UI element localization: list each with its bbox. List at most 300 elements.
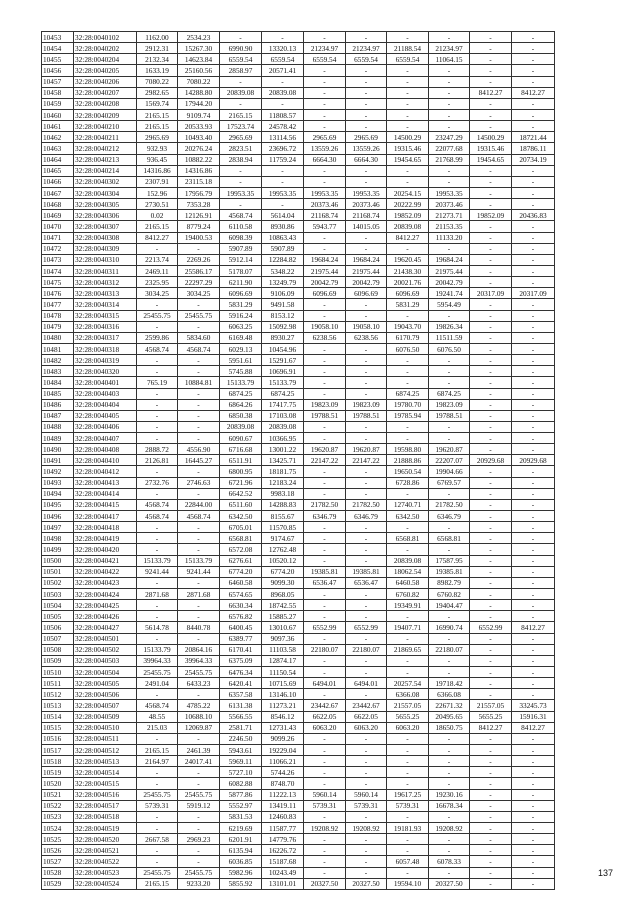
table-row bbox=[42, 232, 555, 243]
value-cell: - bbox=[512, 165, 555, 176]
value-cell: 23696.72 bbox=[262, 143, 304, 154]
value-cell: 19780.70 bbox=[387, 399, 429, 410]
value-cell: - bbox=[346, 655, 387, 666]
value-cell: - bbox=[470, 878, 512, 889]
value-cell: 8412.27 bbox=[470, 87, 512, 98]
value-cell: - bbox=[304, 845, 346, 856]
value-cell: 9099.30 bbox=[262, 577, 304, 588]
table-row bbox=[42, 32, 555, 43]
value-cell: 14288.83 bbox=[262, 499, 304, 510]
value-cell: 20929.68 bbox=[512, 455, 555, 466]
value-cell: 22077.68 bbox=[429, 143, 470, 154]
value-cell: 20839.08 bbox=[262, 87, 304, 98]
value-cell: - bbox=[346, 355, 387, 366]
value-cell: - bbox=[304, 87, 346, 98]
value-cell: - bbox=[346, 522, 387, 533]
value-cell: - bbox=[470, 767, 512, 778]
row-number-cell: 10519 bbox=[42, 767, 74, 778]
value-cell: - bbox=[470, 499, 512, 510]
row-number-cell: 10458 bbox=[42, 87, 74, 98]
value-cell: - bbox=[429, 176, 470, 187]
value-cell: 17956.79 bbox=[178, 187, 220, 198]
value-cell: 5739.31 bbox=[304, 800, 346, 811]
value-cell: 15133.79 bbox=[178, 555, 220, 566]
value-cell: - bbox=[304, 32, 346, 43]
value-cell: - bbox=[346, 834, 387, 845]
value-cell: 19181.93 bbox=[387, 822, 429, 833]
cadastral-number-cell: 32:28:0040302 bbox=[74, 176, 137, 187]
value-cell: 22180.07 bbox=[346, 644, 387, 655]
value-cell: 21782.50 bbox=[429, 499, 470, 510]
value-cell: - bbox=[304, 655, 346, 666]
value-cell: - bbox=[429, 767, 470, 778]
value-cell: 20436.83 bbox=[512, 210, 555, 221]
value-cell: - bbox=[137, 577, 178, 588]
row-number-cell: 10529 bbox=[42, 878, 74, 889]
value-cell: 6029.13 bbox=[220, 343, 262, 354]
value-cell: - bbox=[429, 544, 470, 555]
value-cell: - bbox=[346, 867, 387, 878]
value-cell: - bbox=[429, 522, 470, 533]
value-cell: - bbox=[387, 65, 429, 76]
value-cell: - bbox=[512, 789, 555, 800]
value-cell: 19718.42 bbox=[429, 678, 470, 689]
value-cell: - bbox=[470, 187, 512, 198]
value-cell: 19650.54 bbox=[387, 466, 429, 477]
value-cell: 5739.31 bbox=[346, 800, 387, 811]
value-cell: - bbox=[512, 633, 555, 644]
value-cell: 6559.54 bbox=[346, 54, 387, 65]
value-cell: - bbox=[304, 366, 346, 377]
value-cell: 24578.42 bbox=[262, 121, 304, 132]
value-cell: 15916.31 bbox=[512, 711, 555, 722]
value-cell: 6630.34 bbox=[220, 600, 262, 611]
value-cell: 11133.20 bbox=[429, 232, 470, 243]
value-cell: - bbox=[429, 488, 470, 499]
table-row bbox=[42, 388, 555, 399]
value-cell: 6494.01 bbox=[304, 678, 346, 689]
value-cell: 19407.71 bbox=[387, 622, 429, 633]
value-cell: 17417.75 bbox=[262, 399, 304, 410]
value-cell: 5831.29 bbox=[220, 299, 262, 310]
value-cell: - bbox=[387, 867, 429, 878]
value-cell: 6760.82 bbox=[429, 589, 470, 600]
value-cell: - bbox=[220, 32, 262, 43]
value-cell: 11066.21 bbox=[262, 756, 304, 767]
table-row bbox=[42, 767, 555, 778]
table-row bbox=[42, 187, 555, 198]
value-cell: - bbox=[512, 822, 555, 833]
table-body bbox=[42, 32, 555, 890]
value-cell: 21557.05 bbox=[387, 700, 429, 711]
value-cell: 25586.17 bbox=[178, 265, 220, 276]
value-cell: 25455.75 bbox=[178, 867, 220, 878]
value-cell: 10454.96 bbox=[262, 343, 304, 354]
value-cell: - bbox=[346, 65, 387, 76]
value-cell: - bbox=[512, 678, 555, 689]
row-number-cell: 10459 bbox=[42, 98, 74, 109]
row-number-cell: 10501 bbox=[42, 566, 74, 577]
value-cell: 10493.40 bbox=[178, 132, 220, 143]
value-cell: 5552.97 bbox=[220, 800, 262, 811]
value-cell: - bbox=[470, 232, 512, 243]
value-cell: - bbox=[304, 667, 346, 678]
value-cell: - bbox=[346, 87, 387, 98]
value-cell: - bbox=[512, 555, 555, 566]
value-cell: - bbox=[512, 800, 555, 811]
row-number-cell: 10510 bbox=[42, 667, 74, 678]
row-number-cell: 10518 bbox=[42, 756, 74, 767]
value-cell: - bbox=[178, 733, 220, 744]
value-cell: 2164.97 bbox=[137, 756, 178, 767]
value-cell: 25455.75 bbox=[137, 310, 178, 321]
value-cell: - bbox=[512, 533, 555, 544]
value-cell: 19788.51 bbox=[429, 410, 470, 421]
value-cell: 1633.19 bbox=[137, 65, 178, 76]
value-cell: - bbox=[178, 767, 220, 778]
value-cell: 19823.09 bbox=[304, 399, 346, 410]
value-cell: 5943.77 bbox=[304, 221, 346, 232]
value-cell: - bbox=[137, 421, 178, 432]
value-cell: 20495.65 bbox=[429, 711, 470, 722]
cadastral-number-cell: 32:28:0040315 bbox=[74, 310, 137, 321]
value-cell: - bbox=[429, 433, 470, 444]
value-cell: - bbox=[346, 533, 387, 544]
row-number-cell: 10465 bbox=[42, 165, 74, 176]
value-cell: 19620.87 bbox=[429, 444, 470, 455]
value-cell: - bbox=[429, 834, 470, 845]
value-cell: 6346.79 bbox=[346, 511, 387, 522]
table-row bbox=[42, 176, 555, 187]
table-row bbox=[42, 778, 555, 789]
value-cell: 19826.34 bbox=[429, 321, 470, 332]
value-cell: 20734.19 bbox=[512, 154, 555, 165]
value-cell: - bbox=[346, 633, 387, 644]
value-cell: - bbox=[304, 756, 346, 767]
value-cell: 6169.48 bbox=[220, 332, 262, 343]
value-cell: 6096.69 bbox=[220, 288, 262, 299]
value-cell: 765.19 bbox=[137, 377, 178, 388]
value-cell: 8440.78 bbox=[178, 622, 220, 633]
table-row bbox=[42, 555, 555, 566]
value-cell: - bbox=[429, 611, 470, 622]
value-cell: 14500.29 bbox=[470, 132, 512, 143]
value-cell: - bbox=[470, 511, 512, 522]
value-cell: - bbox=[470, 667, 512, 678]
value-cell: 14015.05 bbox=[346, 221, 387, 232]
value-cell: - bbox=[429, 811, 470, 822]
value-cell: 6170.79 bbox=[387, 332, 429, 343]
value-cell: 2491.04 bbox=[137, 678, 178, 689]
value-cell: - bbox=[512, 756, 555, 767]
value-cell: - bbox=[304, 611, 346, 622]
value-cell: 2667.58 bbox=[137, 834, 178, 845]
table-row bbox=[42, 845, 555, 856]
value-cell: - bbox=[512, 176, 555, 187]
value-cell: - bbox=[512, 589, 555, 600]
value-cell: 17587.95 bbox=[429, 555, 470, 566]
row-number-cell: 10484 bbox=[42, 377, 74, 388]
value-cell: - bbox=[137, 856, 178, 867]
value-cell: 19953.35 bbox=[304, 187, 346, 198]
value-cell: - bbox=[512, 243, 555, 254]
value-cell: - bbox=[137, 811, 178, 822]
value-cell: - bbox=[512, 98, 555, 109]
row-number-cell: 10491 bbox=[42, 455, 74, 466]
value-cell: - bbox=[512, 477, 555, 488]
value-cell: 22180.07 bbox=[304, 644, 346, 655]
value-cell: 6572.08 bbox=[220, 544, 262, 555]
value-cell: - bbox=[220, 176, 262, 187]
value-cell: - bbox=[346, 555, 387, 566]
value-cell: 20533.93 bbox=[178, 121, 220, 132]
value-cell: 3034.25 bbox=[137, 288, 178, 299]
value-cell: - bbox=[304, 121, 346, 132]
value-cell: 5960.14 bbox=[346, 789, 387, 800]
value-cell: - bbox=[387, 98, 429, 109]
value-cell: - bbox=[512, 745, 555, 756]
value-cell: 6090.67 bbox=[220, 433, 262, 444]
value-cell: - bbox=[137, 410, 178, 421]
value-cell: 16990.74 bbox=[429, 622, 470, 633]
cadastral-number-cell: 32:28:0040507 bbox=[74, 700, 137, 711]
value-cell: - bbox=[304, 778, 346, 789]
value-cell: - bbox=[429, 76, 470, 87]
value-cell: - bbox=[470, 54, 512, 65]
value-cell: 20839.08 bbox=[262, 421, 304, 432]
value-cell: 15133.79 bbox=[262, 377, 304, 388]
value-cell: - bbox=[512, 65, 555, 76]
value-cell: - bbox=[304, 65, 346, 76]
value-cell: 6552.99 bbox=[470, 622, 512, 633]
row-number-cell: 10526 bbox=[42, 845, 74, 856]
value-cell: - bbox=[137, 633, 178, 644]
cadastral-number-cell: 32:28:0040519 bbox=[74, 822, 137, 833]
cadastral-number-cell: 32:28:0040212 bbox=[74, 143, 137, 154]
value-cell: 6238.56 bbox=[304, 332, 346, 343]
table-row bbox=[42, 377, 555, 388]
value-cell: 2965.69 bbox=[346, 132, 387, 143]
value-cell: 20839.08 bbox=[387, 555, 429, 566]
value-cell: - bbox=[512, 321, 555, 332]
cadastral-number-cell: 32:28:0040418 bbox=[74, 522, 137, 533]
value-cell: 2213.74 bbox=[137, 254, 178, 265]
cadastral-number-cell: 32:28:0040211 bbox=[74, 132, 137, 143]
value-cell: 2165.15 bbox=[137, 221, 178, 232]
value-cell: 21782.50 bbox=[346, 499, 387, 510]
value-cell: 2165.15 bbox=[137, 878, 178, 889]
value-cell: 25455.75 bbox=[137, 667, 178, 678]
table-row bbox=[42, 121, 555, 132]
value-cell: 8412.27 bbox=[470, 722, 512, 733]
value-cell: 9241.44 bbox=[137, 566, 178, 577]
value-cell: 6774.20 bbox=[262, 566, 304, 577]
value-cell: 10882.22 bbox=[178, 154, 220, 165]
row-number-cell: 10525 bbox=[42, 834, 74, 845]
table-row bbox=[42, 722, 555, 733]
value-cell: - bbox=[304, 109, 346, 120]
value-cell: - bbox=[470, 65, 512, 76]
value-cell: 6375.09 bbox=[220, 655, 262, 666]
value-cell: 6276.61 bbox=[220, 555, 262, 566]
row-number-cell: 10495 bbox=[42, 499, 74, 510]
value-cell: - bbox=[304, 477, 346, 488]
value-cell: 19684.24 bbox=[429, 254, 470, 265]
cadastral-number-cell: 32:28:0040310 bbox=[74, 254, 137, 265]
value-cell: - bbox=[304, 488, 346, 499]
value-cell: 5943.61 bbox=[220, 745, 262, 756]
cadastral-number-cell: 32:28:0040510 bbox=[74, 722, 137, 733]
value-cell: 6874.25 bbox=[220, 388, 262, 399]
value-cell: 932.93 bbox=[137, 143, 178, 154]
value-cell: 2965.69 bbox=[304, 132, 346, 143]
cadastral-number-cell: 32:28:0040515 bbox=[74, 778, 137, 789]
value-cell: 19788.51 bbox=[346, 410, 387, 421]
value-cell: 1569.74 bbox=[137, 98, 178, 109]
cadastral-number-cell: 32:28:0040415 bbox=[74, 499, 137, 510]
table-row bbox=[42, 678, 555, 689]
value-cell: - bbox=[470, 199, 512, 210]
value-cell: - bbox=[429, 355, 470, 366]
value-cell: 2965.69 bbox=[137, 132, 178, 143]
value-cell: 22297.29 bbox=[178, 277, 220, 288]
value-cell: 12126.91 bbox=[178, 210, 220, 221]
value-cell: - bbox=[470, 756, 512, 767]
value-cell: - bbox=[304, 466, 346, 477]
value-cell: 6357.58 bbox=[220, 689, 262, 700]
value-cell: 5566.55 bbox=[220, 711, 262, 722]
value-cell: - bbox=[429, 733, 470, 744]
value-cell: 5614.78 bbox=[137, 622, 178, 633]
value-cell: - bbox=[262, 199, 304, 210]
value-cell: 6622.05 bbox=[346, 711, 387, 722]
value-cell: - bbox=[346, 76, 387, 87]
value-cell: - bbox=[178, 811, 220, 822]
cadastral-number-cell: 32:28:0040414 bbox=[74, 488, 137, 499]
value-cell: 6063.20 bbox=[346, 722, 387, 733]
value-cell: 4568.74 bbox=[178, 343, 220, 354]
value-cell: 5744.26 bbox=[262, 767, 304, 778]
value-cell: - bbox=[178, 466, 220, 477]
value-cell: - bbox=[178, 778, 220, 789]
value-cell: 6076.50 bbox=[429, 343, 470, 354]
value-cell: - bbox=[470, 355, 512, 366]
value-cell: 12762.48 bbox=[262, 544, 304, 555]
value-cell: - bbox=[429, 366, 470, 377]
value-cell: - bbox=[387, 366, 429, 377]
value-cell: 8546.12 bbox=[262, 711, 304, 722]
value-cell: 5912.14 bbox=[220, 254, 262, 265]
value-cell: 5655.25 bbox=[387, 711, 429, 722]
row-number-cell: 10514 bbox=[42, 711, 74, 722]
value-cell: - bbox=[470, 254, 512, 265]
value-cell: - bbox=[346, 589, 387, 600]
value-cell: - bbox=[346, 310, 387, 321]
value-cell: 6082.88 bbox=[220, 778, 262, 789]
value-cell: - bbox=[304, 867, 346, 878]
value-cell: - bbox=[346, 98, 387, 109]
value-cell: - bbox=[512, 299, 555, 310]
row-number-cell: 10477 bbox=[42, 299, 74, 310]
value-cell: - bbox=[470, 421, 512, 432]
row-number-cell: 10475 bbox=[42, 277, 74, 288]
cadastral-number-cell: 32:28:0040421 bbox=[74, 555, 137, 566]
value-cell: - bbox=[470, 544, 512, 555]
row-number-cell: 10479 bbox=[42, 321, 74, 332]
cadastral-number-cell: 32:28:0040314 bbox=[74, 299, 137, 310]
value-cell: - bbox=[429, 87, 470, 98]
value-cell: 2969.23 bbox=[178, 834, 220, 845]
value-cell: - bbox=[262, 165, 304, 176]
table-row bbox=[42, 522, 555, 533]
value-cell: - bbox=[178, 243, 220, 254]
value-cell: - bbox=[178, 410, 220, 421]
value-cell: 20042.79 bbox=[304, 277, 346, 288]
value-cell: 20864.16 bbox=[178, 644, 220, 655]
cadastral-number-cell: 32:28:0040319 bbox=[74, 355, 137, 366]
table-row bbox=[42, 109, 555, 120]
row-number-cell: 10522 bbox=[42, 800, 74, 811]
table-row bbox=[42, 54, 555, 65]
value-cell: 11587.77 bbox=[262, 822, 304, 833]
value-cell: - bbox=[512, 499, 555, 510]
value-cell: 19454.65 bbox=[387, 154, 429, 165]
value-cell: 20839.08 bbox=[387, 221, 429, 232]
cadastral-number-cell: 32:28:0040305 bbox=[74, 199, 137, 210]
value-cell: 5907.89 bbox=[262, 243, 304, 254]
row-number-cell: 10470 bbox=[42, 221, 74, 232]
value-cell: - bbox=[429, 667, 470, 678]
value-cell: - bbox=[470, 466, 512, 477]
value-cell: 5960.14 bbox=[304, 789, 346, 800]
cadastral-number-cell: 32:28:0040312 bbox=[74, 277, 137, 288]
value-cell: - bbox=[137, 522, 178, 533]
value-cell: 6078.33 bbox=[429, 856, 470, 867]
cadastral-number-cell: 32:28:0040518 bbox=[74, 811, 137, 822]
value-cell: 3034.25 bbox=[178, 288, 220, 299]
value-cell: 2732.76 bbox=[137, 477, 178, 488]
value-cell: - bbox=[178, 845, 220, 856]
value-cell: - bbox=[346, 165, 387, 176]
value-cell: 19241.74 bbox=[429, 288, 470, 299]
value-cell: - bbox=[346, 689, 387, 700]
value-cell: - bbox=[512, 54, 555, 65]
value-cell: - bbox=[470, 221, 512, 232]
value-cell: 6346.79 bbox=[429, 511, 470, 522]
value-cell: - bbox=[512, 199, 555, 210]
value-cell: - bbox=[470, 410, 512, 421]
value-cell: 20276.24 bbox=[178, 143, 220, 154]
row-number-cell: 10524 bbox=[42, 822, 74, 833]
table-row bbox=[42, 455, 555, 466]
value-cell: 19454.65 bbox=[470, 154, 512, 165]
value-cell: - bbox=[304, 589, 346, 600]
value-cell: - bbox=[512, 332, 555, 343]
value-cell: - bbox=[387, 421, 429, 432]
cadastral-number-cell: 32:28:0040102 bbox=[74, 32, 137, 43]
value-cell: 9106.09 bbox=[262, 288, 304, 299]
table-row bbox=[42, 544, 555, 555]
value-cell: - bbox=[387, 109, 429, 120]
value-cell: 21888.86 bbox=[387, 455, 429, 466]
row-number-cell: 10515 bbox=[42, 722, 74, 733]
table-row bbox=[42, 288, 555, 299]
value-cell: - bbox=[512, 466, 555, 477]
value-cell: - bbox=[512, 856, 555, 867]
value-cell: 21768.99 bbox=[429, 154, 470, 165]
row-number-cell: 10480 bbox=[42, 332, 74, 343]
value-cell: 5739.31 bbox=[137, 800, 178, 811]
